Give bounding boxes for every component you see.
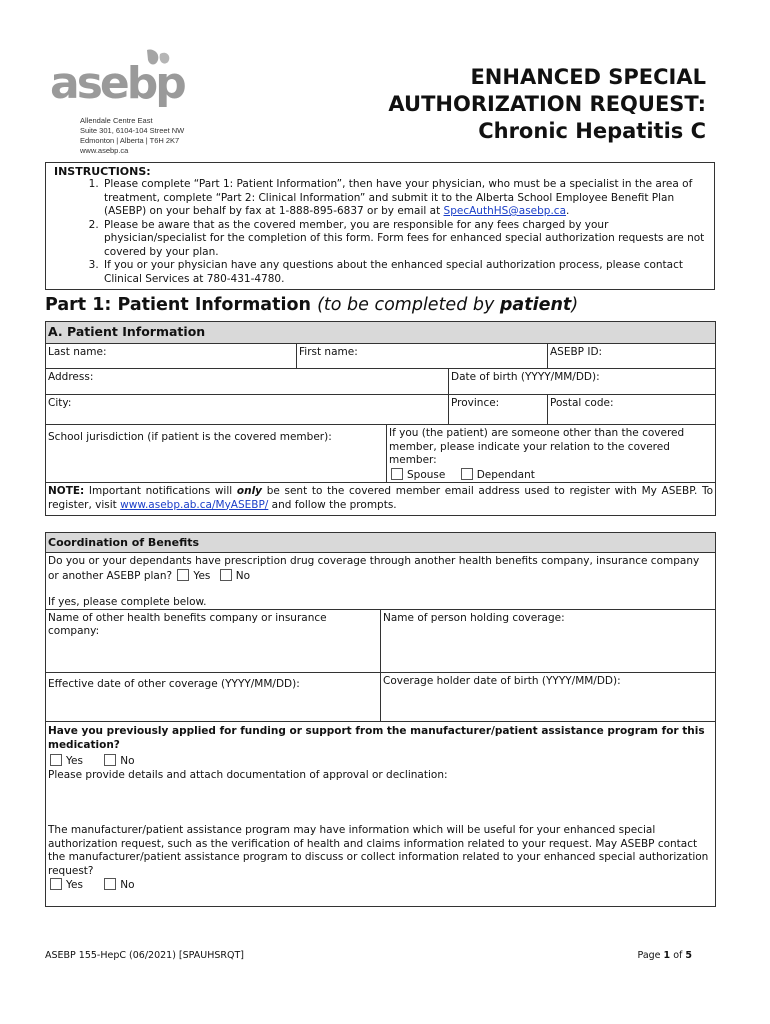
instructions-heading: INSTRUCTIONS:: [54, 165, 151, 178]
note-text: NOTE: Important notifications will only be sent to the covered member email address used to register with My ASEBP. To register, visit www.asebp.ab.ca/MyASEBP/ and follow the prompts.: [48, 485, 714, 511]
postal-code-field[interactable]: Postal code:: [550, 397, 614, 409]
details-prompt: Please provide details and attach documentation of approval or declination:: [48, 768, 448, 781]
instructions-list: [102, 178, 708, 286]
province-field[interactable]: Province:: [449, 395, 548, 424]
form-code: ASEBP 155-HepC (06/2021) [SPAUHSRQT]: [45, 950, 244, 961]
consent-text: The manufacturer/patient assistance program may have information which will be useful for your enhanced special authorization request, such as the verification of health and claims information related to your request. May ASEBP contact the manufacturer/patient assistance program to discuss or collect information related to your enhanced special authorization request?: [48, 824, 709, 877]
holder-dob-field[interactable]: Coverage holder date of birth (YYYY/MM/DD):: [383, 675, 621, 687]
last-name-field[interactable]: Last name:: [46, 344, 297, 368]
section-heading: Coordination of Benefits: [46, 533, 715, 553]
asebp-id-field[interactable]: ASEBP ID:: [550, 346, 603, 358]
assistance-question: Have you previously applied for funding or support from the manufacturer/patient assistance program for this medication?: [48, 725, 705, 751]
school-jurisdiction-field[interactable]: School jurisdiction (if patient is the covered member):: [46, 425, 387, 482]
part1-title: Part 1: Patient Information (to be completed by patient): [45, 295, 579, 315]
logo-wordmark: asebp: [50, 58, 184, 109]
coverage-no-checkbox[interactable]: [220, 569, 232, 581]
holder-name-field[interactable]: Name of person holding coverage:: [383, 612, 565, 624]
spouse-checkbox[interactable]: [391, 468, 403, 480]
consent-yes-checkbox[interactable]: [50, 878, 62, 890]
patient-information-section: [45, 321, 716, 516]
other-company-field[interactable]: Name of other health benefits company or insurance company:: [46, 610, 381, 672]
first-name-field[interactable]: First name:: [297, 344, 548, 368]
myasebp-link[interactable]: www.asebp.ab.ca/MyASEBP/: [120, 498, 269, 511]
coverage-yes-checkbox[interactable]: [177, 569, 189, 581]
relation-field: If you (the patient) are someone other than the covered member, please indicate your relation to the covered member: Spouse Dependant: [389, 427, 685, 481]
instruction-item: 3. If you or your physician have any questions about the enhanced special authorization process, please contact Clinical Services at 780-431-4780.: [102, 259, 708, 286]
coordination-of-benefits-section: Coordination of Benefits Do you or your dependants have prescription drug coverage through another health benefits company, insurance company or another ASEBP plan? Yes No If yes, please complete below. Name of other health benefits company or insurance company: Name of person holding coverage: Effective date of other coverage (YYYY/MM/DD): Coverage holder date of birth (YYYY/MM/DD): Have you previously applied for funding or support from the manufacturer/patient assistance program for this medication? Yes No Please provide details and attach documentation of approval or declination: The manufacturer/patient assistance program may have information which will be useful for your enhanced special authorization request, such as the verification of health and claims information related to your request. May ASEBP contact the manufacturer/patient assistance program to discuss or collect information related to your enhanced special authorization request? Yes No: [45, 532, 716, 907]
page-number: Page 1 of 5: [637, 950, 692, 961]
assistance-no-checkbox[interactable]: [104, 754, 116, 766]
section-heading: A. Patient Information: [46, 322, 715, 344]
consent-no-checkbox[interactable]: [104, 878, 116, 890]
form-title: ENHANCED SPECIAL AUTHORIZATION REQUEST: Chronic Hepatitis C: [388, 65, 706, 143]
address-field[interactable]: Address:: [46, 369, 449, 394]
asebp-logo: [50, 48, 210, 158]
instructions-box: [45, 162, 715, 290]
dependant-checkbox[interactable]: [461, 468, 473, 480]
instruction-item: 2. Please be aware that as the covered member, you are responsible for any fees charged by your physician/specialist for the completion of this form. Form fees for enhanced special authorization requests are not covered by your plan.: [102, 219, 708, 260]
email-link[interactable]: SpecAuthHS@asebp.ca: [443, 205, 567, 217]
effective-date-field[interactable]: Effective date of other coverage (YYYY/MM/DD):: [46, 673, 381, 721]
city-field[interactable]: City:: [46, 395, 449, 424]
address-block: Allendale Centre East Suite 301, 6104-104 Street NW Edmonton | Alberta | T6H 2K7 www.asebp.ca: [80, 116, 185, 155]
assistance-yes-checkbox[interactable]: [50, 754, 62, 766]
instruction-item: 1. Please complete “Part 1: Patient Information”, then have your physician, who must be a specialist in the area of treatment, complete “Part 2: Clinical Information” and submit it to the Alberta School Employee Benefit Plan (ASEBP) on your behalf by fax at 1-888-895-6837 or by email at SpecAuthHS@asebp.ca.: [102, 178, 708, 219]
date-of-birth-field[interactable]: Date of birth (YYYY/MM/DD):: [451, 371, 600, 383]
